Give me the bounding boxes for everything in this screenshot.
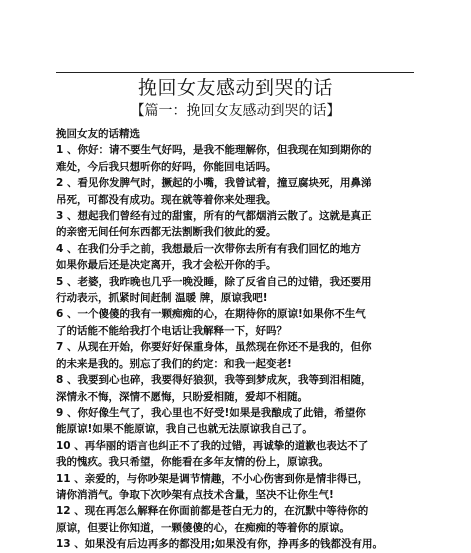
body-line: 2 、看见你发脾气时，撅起的小嘴，我曾试着，撞豆腐块死，用鼻涕 xyxy=(56,177,372,190)
body-line: 能原谅!如果不能原谅，我自己也就无法原谅我自己了。 xyxy=(56,423,313,436)
body-line: 行动表示，抓紧时间赶制 温暖 牌，原谅我吧! xyxy=(56,292,268,305)
section-heading: 挽回女友的话精选 xyxy=(56,128,140,140)
page-title: 挽回女友感动到哭的话 xyxy=(137,77,333,99)
body-line: 如果你最后还是决定离开，我才会松开你的手。 xyxy=(56,259,277,272)
body-line: 深情永不悔，深情不愿悔，只盼爱相随，爱却不相随。 xyxy=(56,390,308,403)
body-line: 6 、一个傻傻的我有一颗痴痴的心，在期待你的原谅!如果你不生气 xyxy=(56,308,366,321)
body-line: 原谅，但要让你知道，一颗傻傻的心，在痴痴的等着你的原谅。 xyxy=(56,521,350,534)
section-subtitle: 【篇一：挽回女友感动到哭的话】 xyxy=(130,103,341,119)
header-rule xyxy=(56,72,414,73)
body-line: 4 、在我们分手之前，我想最后一次带你去所有有我们回忆的地方 xyxy=(56,242,361,255)
body-line: 我的愧疚。我只希望，你能看在多年友情的份上，原谅我。 xyxy=(56,456,329,469)
body-line: 的未来是我的。别忘了我们的约定：和我一起变老! xyxy=(56,357,292,370)
body-line: 请你消消气。争取下次吵架有点技术含量，坚决不让你生气! xyxy=(56,488,334,501)
body-line: 吊死，可都没有成功。现在就等着你来处理我。 xyxy=(56,193,277,206)
body-line: 11 、亲爱的，与你吵架是调节情趣，不小心伤害到你是情非得已， xyxy=(56,472,369,485)
body-line: 12 、现在再怎么解释在你面前都是苍白无力的，在沉默中等待你的 xyxy=(56,505,369,518)
body-line: 3 、想起我们曾经有过的甜蜜，所有的气都烟消云散了。这就是真正 xyxy=(56,210,372,223)
body-line: 难处，今后我只想听你的好吗，你能回电话吗。 xyxy=(56,160,277,173)
body-line: 8 、我要到心也碎，我要得好狼狈，我等到梦成灰，我等到泪相随， xyxy=(56,374,372,387)
body-line: 的亲密无间任何东西都无法割断我们彼此的爱。 xyxy=(56,226,277,239)
body-line: 5 、老婆，我昨晚也几乎一晚没睡，除了反省自己的过错，我还要用 xyxy=(56,275,372,288)
body-line: 1 、你好：请不要生气好吗，是我不能理解你，但我现在知到期你的 xyxy=(56,144,372,157)
body-line: 13 、如果没有后边再多的都没用;如果没有你，挣再多的钱都没有用。 xyxy=(56,538,383,551)
body-line: 了的话能不能给我打个电话让我解释一下，好吗？ xyxy=(56,324,287,337)
body-line: 7 、从现在开始，你要好好保重身体，虽然现在你还不是我的，但你 xyxy=(56,341,372,354)
body-line: 9 、你好像生气了，我心里也不好受!如果是我酿成了此错，希望你 xyxy=(56,406,366,419)
article-body xyxy=(56,126,420,553)
body-line: 10 、再华丽的语言也纠正不了我的过错，再诚挚的道歉也表达不了 xyxy=(56,439,369,452)
